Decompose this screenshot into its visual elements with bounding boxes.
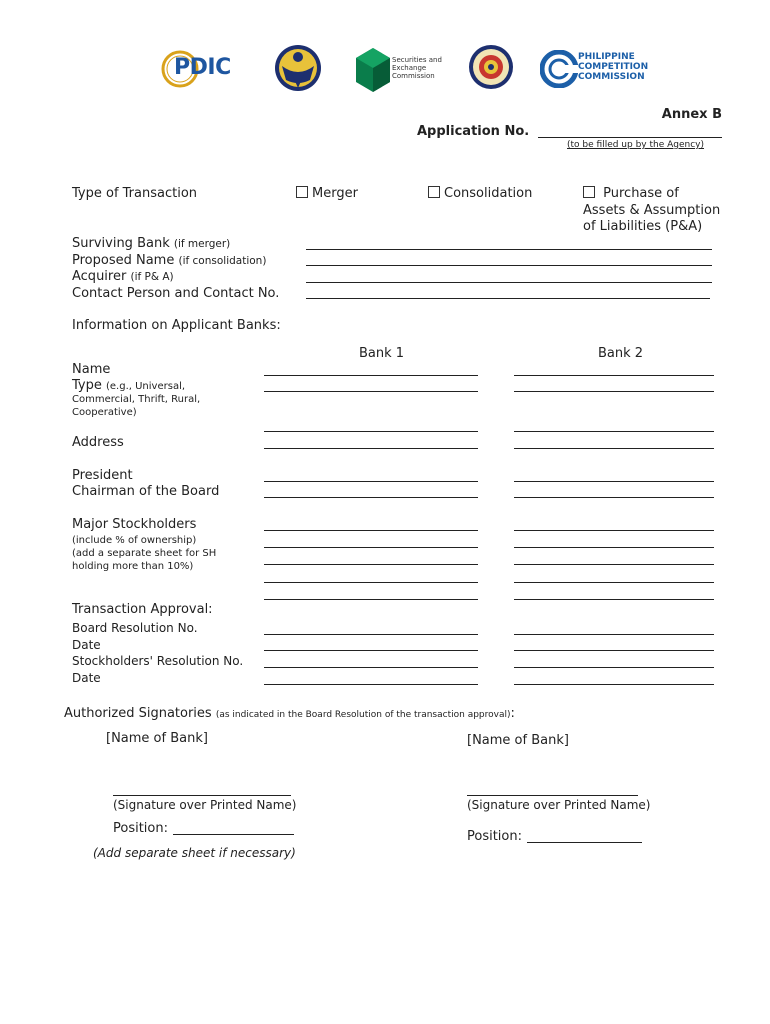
merger-label: Merger bbox=[312, 186, 358, 201]
pcc-logo-line2: COMPETITION bbox=[578, 62, 649, 72]
bank2-sh-resolution-field[interactable] bbox=[514, 667, 714, 668]
consolidation-option[interactable] bbox=[428, 186, 532, 201]
surviving-bank-field[interactable] bbox=[306, 249, 712, 250]
position-label-left: Position: bbox=[113, 821, 168, 836]
ic-seal-logo bbox=[274, 44, 324, 92]
acquirer-label: Acquirer (if P& A) bbox=[72, 269, 174, 284]
pcc-logo bbox=[540, 44, 652, 92]
board-resolution-label: Board Resolution No. bbox=[72, 621, 198, 635]
pcc-logo-line1: PHILIPPINE bbox=[578, 52, 635, 62]
bank1-address-field-2[interactable] bbox=[264, 448, 478, 449]
bank1-stockholder-field-5[interactable] bbox=[264, 599, 478, 600]
signature-caption-right: (Signature over Printed Name) bbox=[467, 798, 651, 812]
bank2-header: Bank 2 bbox=[598, 346, 644, 361]
bank1-stockholder-field-4[interactable] bbox=[264, 582, 478, 583]
name-of-bank-left: [Name of Bank] bbox=[106, 731, 208, 746]
name-of-bank-right: [Name of Bank] bbox=[467, 733, 569, 748]
proposed-name-field[interactable] bbox=[306, 265, 712, 266]
bank2-stockholder-field-5[interactable] bbox=[514, 599, 714, 600]
application-no-label: Application No. bbox=[417, 124, 530, 139]
bank1-president-field[interactable] bbox=[264, 481, 478, 482]
annex-label: Annex B bbox=[661, 107, 722, 122]
stockholders-resolution-date-label: Date bbox=[72, 670, 101, 685]
bank2-chairman-field[interactable] bbox=[514, 497, 714, 498]
merger-checkbox[interactable] bbox=[296, 186, 308, 198]
merger-option[interactable] bbox=[296, 186, 358, 201]
signature-line-right[interactable] bbox=[467, 795, 638, 796]
board-resolution-date-label: Date bbox=[72, 637, 101, 652]
bank2-address-field[interactable] bbox=[514, 431, 714, 432]
signature-line-left[interactable] bbox=[113, 795, 291, 796]
purchase-label-line3: of Liabilities (P&A) bbox=[583, 219, 703, 234]
agency-note: (to be filled up by the Agency) bbox=[567, 140, 705, 150]
applicant-info-label: Information on Applicant Banks: bbox=[72, 318, 281, 333]
add-sheet-note: (Add separate sheet if necessary) bbox=[93, 846, 296, 860]
sec-logo bbox=[356, 44, 446, 92]
proposed-name-label: Proposed Name (if consolidation) bbox=[72, 252, 267, 268]
purchase-checkbox[interactable] bbox=[583, 186, 595, 198]
bank2-stockholder-field-1[interactable] bbox=[514, 530, 714, 531]
transaction-approval-label: Transaction Approval: bbox=[72, 602, 213, 617]
bank2-name-field[interactable] bbox=[514, 375, 714, 376]
bank2-sh-date-field[interactable] bbox=[514, 684, 714, 685]
sec-logo-line3: Commission bbox=[392, 72, 435, 80]
type-label: Type (e.g., Universal, bbox=[72, 378, 186, 393]
sec-logo-line2: Exchange bbox=[392, 64, 427, 72]
bank2-stockholder-field-3[interactable] bbox=[514, 564, 714, 565]
sec-logo-line1: Securities and bbox=[392, 56, 442, 64]
application-no-field[interactable] bbox=[538, 137, 722, 138]
stockholders-label: Major Stockholders bbox=[72, 517, 197, 532]
president-label: President bbox=[72, 468, 133, 483]
bank1-chairman-field[interactable] bbox=[264, 497, 478, 498]
bank2-type-field[interactable] bbox=[514, 391, 714, 392]
bank1-board-date-field[interactable] bbox=[264, 650, 478, 651]
bank1-sh-date-field[interactable] bbox=[264, 684, 478, 685]
pdic-logo-text: PDIC bbox=[174, 55, 231, 80]
type-note: Commercial, Thrift, Rural, Cooperative) bbox=[72, 394, 201, 418]
bank1-board-resolution-field[interactable] bbox=[264, 634, 478, 635]
contact-person-field[interactable] bbox=[306, 298, 710, 299]
bank2-president-field[interactable] bbox=[514, 481, 714, 482]
bank2-board-resolution-field[interactable] bbox=[514, 634, 714, 635]
bank1-stockholder-field-3[interactable] bbox=[264, 564, 478, 565]
bsp-logo bbox=[468, 44, 516, 92]
contact-person-label: Contact Person and Contact No. bbox=[72, 285, 280, 301]
bank1-name-field[interactable] bbox=[264, 375, 478, 376]
surviving-bank-label: Surviving Bank (if merger) bbox=[72, 236, 231, 251]
position-field-right[interactable] bbox=[527, 842, 642, 843]
bank1-stockholder-field-2[interactable] bbox=[264, 547, 478, 548]
bank1-header: Bank 1 bbox=[359, 346, 405, 361]
pcc-logo-line3: COMMISSION bbox=[578, 72, 645, 82]
bank2-address-field-2[interactable] bbox=[514, 448, 714, 449]
position-label-right: Position: bbox=[467, 829, 522, 844]
bank2-stockholder-field-4[interactable] bbox=[514, 582, 714, 583]
name-label: Name bbox=[72, 362, 111, 377]
bank1-stockholder-field-1[interactable] bbox=[264, 530, 478, 531]
purchase-label-line2: Assets & Assumption bbox=[583, 202, 721, 218]
position-field-left[interactable] bbox=[173, 834, 294, 835]
stockholders-resolution-label: Stockholders' Resolution No. bbox=[72, 654, 244, 668]
acquirer-field[interactable] bbox=[306, 282, 712, 283]
consolidation-checkbox[interactable] bbox=[428, 186, 440, 198]
bank1-address-field[interactable] bbox=[264, 431, 478, 432]
transaction-type-label: Type of Transaction bbox=[72, 186, 198, 201]
stockholders-note: (include % of ownership) (add a separate sheet for SH holding more than 10%) bbox=[72, 535, 217, 572]
consolidation-label: Consolidation bbox=[444, 186, 533, 201]
bank1-sh-resolution-field[interactable] bbox=[264, 667, 478, 668]
bank2-stockholder-field-2[interactable] bbox=[514, 547, 714, 548]
pdic-logo bbox=[160, 44, 238, 92]
bank2-board-date-field[interactable] bbox=[514, 650, 714, 651]
authorized-signatories-label: Authorized Signatories (as indicated in the Board Resolution of the transaction approval): bbox=[64, 706, 515, 721]
purchase-option[interactable] bbox=[583, 186, 720, 236]
bank1-type-field[interactable] bbox=[264, 391, 478, 392]
chairman-label: Chairman of the Board bbox=[72, 484, 220, 499]
purchase-label-line1: Purchase of bbox=[603, 186, 679, 201]
signature-caption-left: (Signature over Printed Name) bbox=[113, 798, 297, 812]
address-label: Address bbox=[72, 435, 124, 450]
